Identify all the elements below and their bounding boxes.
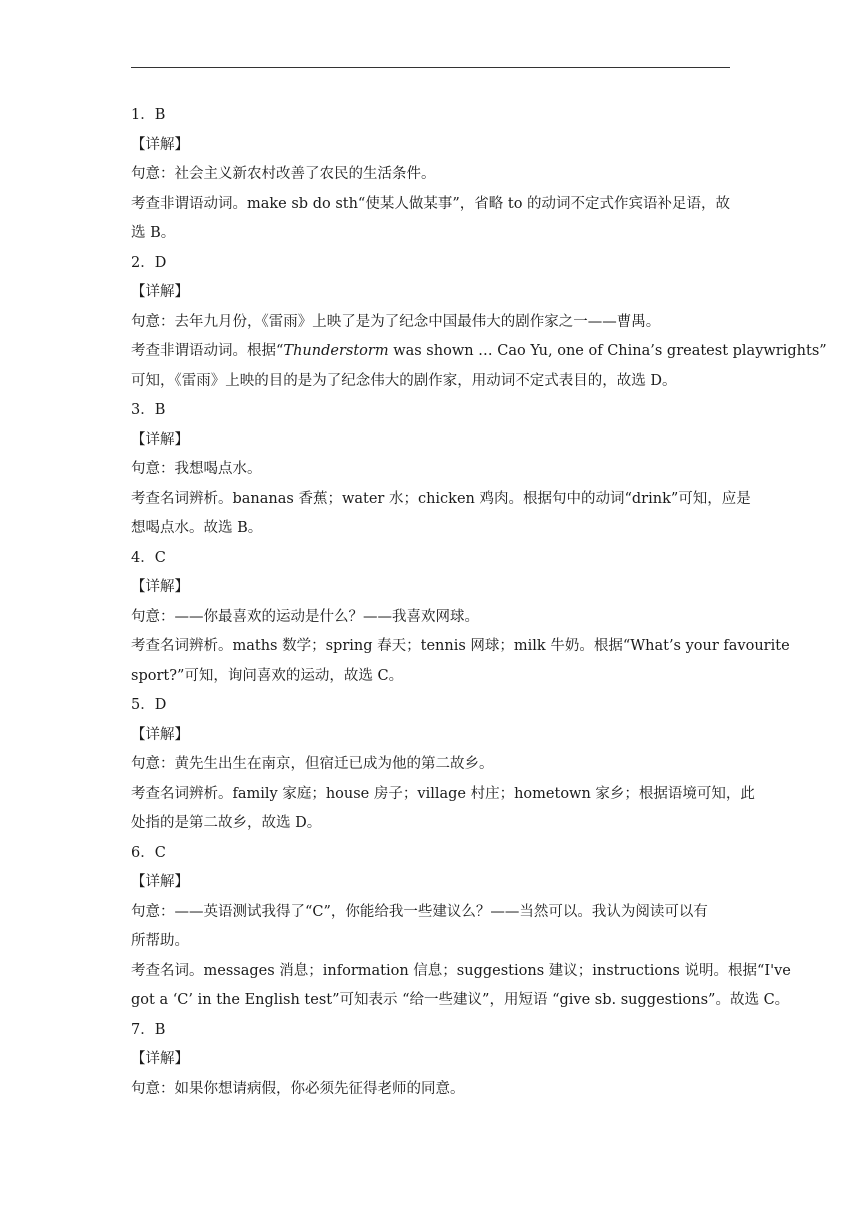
detail-heading: 【详解】: [131, 579, 189, 595]
answer-number: 4．C: [131, 549, 166, 566]
explanation-line: 选 B。: [131, 225, 176, 241]
explanation-line: [131, 337, 827, 367]
answer-item-1: [131, 101, 731, 249]
title-italic: Thunderstorm: [283, 343, 389, 359]
answer-item-3: [131, 396, 751, 544]
answer-number: 6．C: [131, 844, 166, 861]
sentence-meaning: 句意：——你最喜欢的运动是什么？——我喜欢网球。: [131, 608, 479, 625]
answer-number: 7．B: [131, 1021, 166, 1038]
sentence-meaning: 句意：去年九月份，《雷雨》上映了是为了纪念中国最伟大的剧作家之一——曹禺。: [131, 313, 661, 330]
answer-item-6: [131, 839, 791, 1016]
explanation-line: 处指的是第二故乡，故选 D。: [131, 815, 322, 831]
explanation-line: got a ‘C’ in the English test”可知表示 “给一些建议”，用短语 “give sb. suggestions”。故选 C。: [131, 992, 790, 1008]
answer-item-4: [131, 544, 790, 692]
sentence-meaning: 句意：——英语测试我得了“C”，你能给我一些建议么？——当然可以。我认为阅读可以有: [131, 903, 708, 920]
detail-heading: 【详解】: [131, 874, 189, 890]
sentence-meaning: 句意：如果你想请病假，你必须先征得老师的同意。: [131, 1080, 465, 1097]
explanation-line: 考查非谓语动词。make sb do sth“使某人做某事”，省略 to 的动词不定式作宾语补足语，故: [131, 195, 731, 212]
sentence-meaning: 句意：社会主义新农村改善了农民的生活条件。: [131, 166, 436, 182]
answer-number: 3．B: [131, 402, 166, 418]
explanation-prefix: 考查非谓语动词。根据“: [131, 343, 284, 359]
explanation-line: 考查名词。messages 消息；information 信息；suggestions 建议；instructions 说明。根据“I've: [131, 962, 791, 979]
detail-heading: 【详解】: [131, 431, 189, 448]
sentence-meaning: 句意：我想喝点水。: [131, 461, 262, 477]
answer-list: [131, 101, 827, 1104]
detail-heading: 【详解】: [131, 284, 189, 300]
explanation-line: 考查名词辨析。family 家庭；house 房子；village 村庄；hometown 家乡；根据语境可知，此: [131, 785, 755, 802]
sentence-meaning: 所帮助。: [131, 933, 189, 949]
explanation-line: sport?”可知，询问喜欢的运动，故选 C。: [131, 667, 404, 684]
answer-number: 2．D: [131, 254, 167, 271]
answer-number: 5．D: [131, 697, 167, 713]
quote-rest: was shown … Cao Yu, one of China’s greatest playwrights”: [388, 343, 827, 359]
explanation-line: 考查名词辨析。maths 数学；spring 春天；tennis 网球；milk 牛奶。根据“What’s your favourite: [131, 638, 790, 654]
answer-item-2: [131, 249, 827, 397]
answer-item-7: [131, 1016, 731, 1105]
explanation-line: 考查名词辨析。bananas 香蕉；water 水；chicken 鸡肉。根据句中的动词“drink”可知，应是: [131, 490, 751, 507]
detail-heading: 【详解】: [131, 726, 189, 743]
detail-heading: 【详解】: [131, 1051, 189, 1067]
answer-item-5: [131, 691, 755, 839]
explanation-line: 可知，《雷雨》上映的目的是为了纪念伟大的剧作家，用动词不定式表目的，故选 D。: [131, 372, 677, 389]
detail-heading: 【详解】: [131, 136, 189, 153]
header-rule: [131, 67, 730, 68]
sentence-meaning: 句意：黄先生出生在南京，但宿迁已成为他的第二故乡。: [131, 756, 494, 772]
explanation-line: 想喝点水。故选 B。: [131, 520, 263, 536]
answer-number: 1．B: [131, 107, 166, 123]
